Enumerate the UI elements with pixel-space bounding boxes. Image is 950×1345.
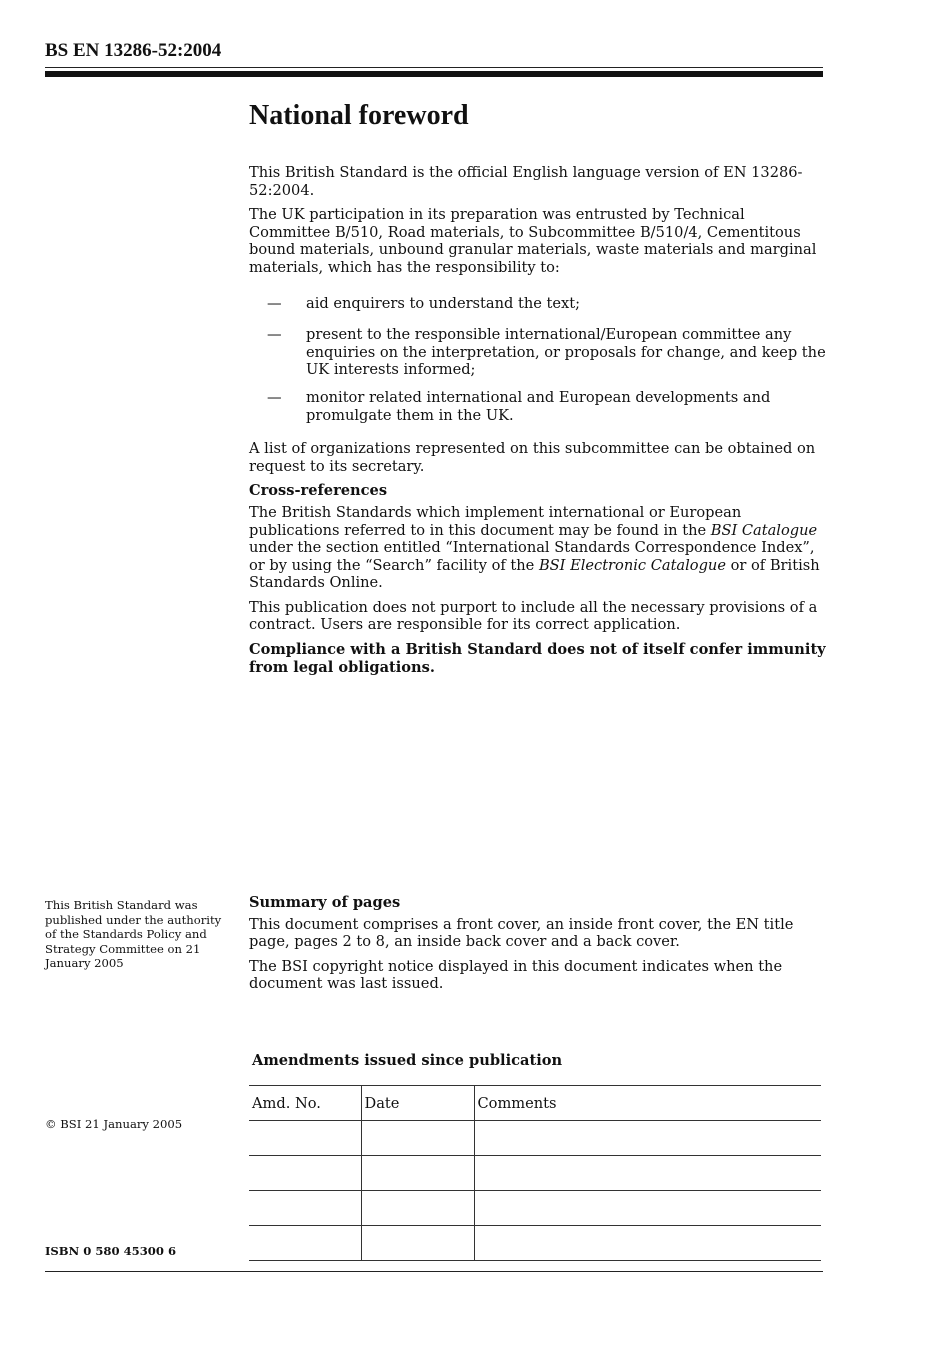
amendments-table: [249, 1085, 821, 1261]
table-cell: [249, 1191, 361, 1226]
cross-ref-text-2: under the section entitled “International Standards Correspondence Index”, or by using the “Search” facility of the: [249, 539, 815, 574]
footer-rule: [45, 1271, 823, 1272]
table-cell: [474, 1191, 821, 1226]
page-title: National foreword: [249, 100, 469, 131]
table-cell: [249, 1226, 361, 1261]
dash-bullet: —: [267, 388, 282, 406]
summary-of-pages-section: [249, 894, 829, 1000]
table-row: [249, 1226, 821, 1261]
column-header-comments: Comments: [474, 1086, 821, 1121]
disclaimer-paragraph: This publication does not purport to include all the necessary provisions of a contract. Users are responsible for its correct application.: [249, 598, 818, 634]
table-cell: [474, 1156, 821, 1191]
table-cell: [474, 1121, 821, 1156]
table-cell: [474, 1226, 821, 1261]
list-item: [249, 389, 829, 424]
summary-heading: Summary of pages: [249, 894, 401, 911]
list-item-text: aid enquirers to understand the text;: [306, 294, 581, 312]
table-header-row: [249, 1086, 821, 1121]
summary-paragraph-2: The BSI copyright notice displayed in this document indicates when the document was last issued.: [249, 957, 783, 993]
compliance-statement: Compliance with a British Standard does not of itself confer immunity from legal obligations.: [249, 641, 826, 676]
list-item-text: present to the responsible international/European committee any enquiries on the interpretation, or proposals for change, and keep the UK interests informed;: [306, 326, 826, 379]
dash-bullet: —: [267, 294, 282, 312]
intro-paragraph: This British Standard is the official English language version of EN 13286-52:2004.: [249, 164, 803, 199]
summary-paragraph-1: This document comprises a front cover, an inside front cover, the EN title page, pages 2 to 8, an inside back cover and a back cover.: [249, 915, 794, 951]
list-item-text: monitor related international and European developments and promulgate them in the UK.: [306, 388, 771, 424]
bsi-catalogue-title: BSI Catalogue: [710, 521, 818, 539]
header-rule-thin: [45, 67, 823, 68]
cross-ref-text-1: The British Standards which implement international or European publications referred to in this document may be found in the: [249, 503, 742, 539]
table-cell: [361, 1191, 474, 1226]
table-row: [249, 1191, 821, 1226]
publication-note: This British Standard was published under the authority of the Standards Policy and Strategy Committee on 21 January 2005: [45, 898, 222, 971]
bsi-electronic-catalogue-title: BSI Electronic Catalogue: [538, 556, 726, 574]
column-header-amd-no: Amd. No.: [249, 1086, 361, 1121]
table-cell: [249, 1156, 361, 1191]
document-id-header: BS EN 13286-52:2004: [45, 40, 222, 61]
list-item: [249, 295, 829, 313]
table-cell: [361, 1121, 474, 1156]
cross-references-heading: Cross-references: [249, 482, 388, 500]
table-cell: [361, 1156, 474, 1191]
list-item: [249, 326, 829, 379]
table-cell: [361, 1226, 474, 1261]
amendments-heading: Amendments issued since publication: [252, 1052, 563, 1069]
participation-paragraph: The UK participation in its preparation was entrusted by Technical Committee B/510, Road materials, to Subcommittee B/510/4, Cementitous bound materials, unbound granular materials, waste materials and marginal materials, which has the responsibility to:: [249, 206, 817, 276]
dash-bullet: —: [267, 326, 282, 344]
responsibility-list: [249, 295, 829, 425]
cross-references-paragraph: [249, 504, 829, 592]
cross-ref-text-3: or of British Standards Online.: [249, 556, 820, 592]
table-cell: [249, 1121, 361, 1156]
table-row: [249, 1156, 821, 1191]
header-rule-thick: [45, 71, 823, 77]
copyright-notice: © BSI 21 January 2005: [45, 1117, 183, 1131]
foreword-body: [249, 164, 829, 683]
table-row: [249, 1121, 821, 1156]
organization-list-note: A list of organizations represented on this subcommittee can be obtained on request to its secretary.: [249, 440, 816, 475]
isbn-number: ISBN 0 580 45300 6: [45, 1244, 177, 1258]
column-header-date: Date: [361, 1086, 474, 1121]
